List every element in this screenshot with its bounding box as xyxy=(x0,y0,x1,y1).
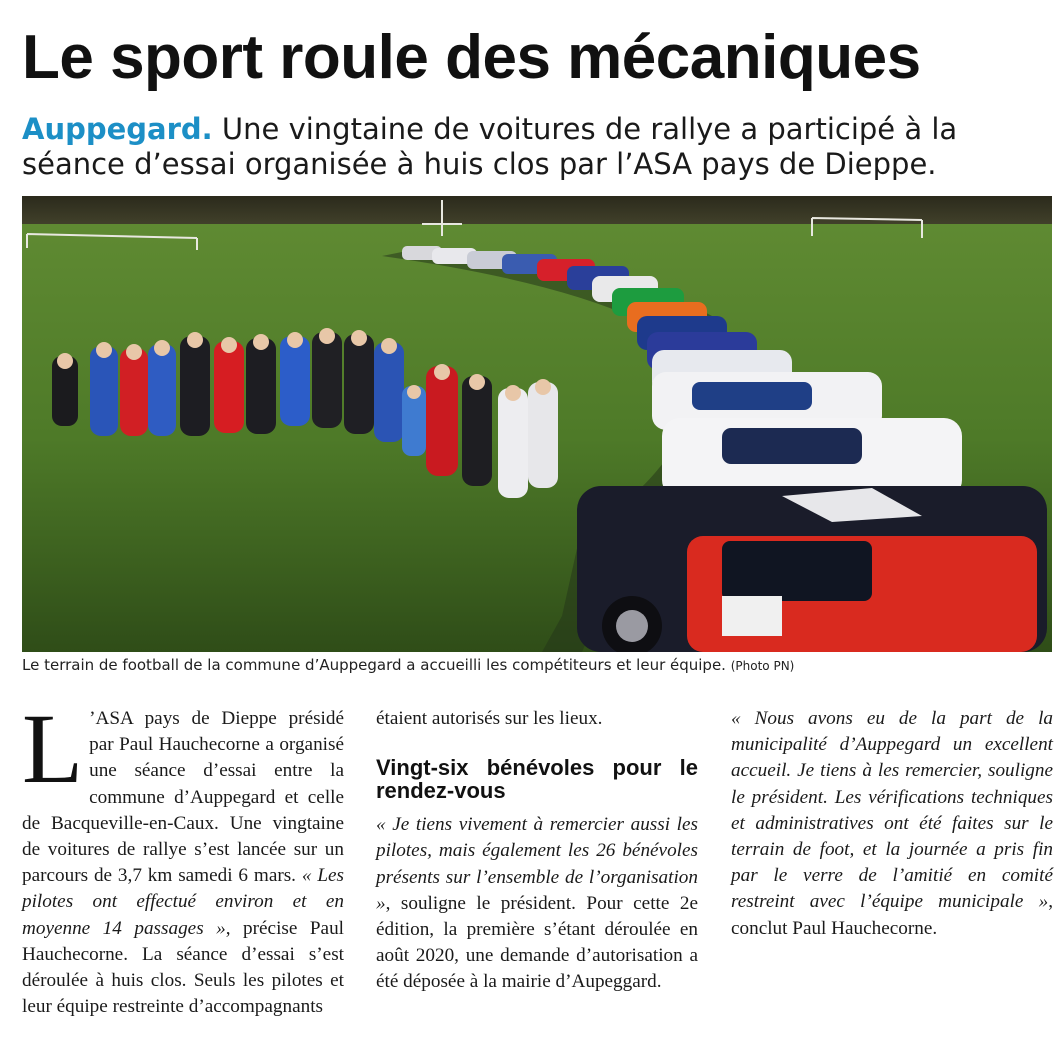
headline: Le sport roule des mécaniques xyxy=(22,23,921,92)
body-column-1 xyxy=(22,693,345,1020)
quote: « Je tiens vivement à remercier aussi les pilotes, mais également les 26 bénévoles présents sur l’ensemble de l’organisation » xyxy=(376,814,698,914)
article-photo xyxy=(22,196,1052,652)
deck-place: Auppegard. xyxy=(22,112,213,146)
body-text: , souligne le président. Pour cette 2e édition, la première s’étant déroulée en août 2020, une demande d’autorisation a été déposée à la mairie d’Aupeggard. xyxy=(376,892,698,993)
body-paragraph-2 xyxy=(376,812,698,995)
photo-credit: (Photo PN) xyxy=(730,659,795,673)
body-text: , conclut Paul Hauchecorne. xyxy=(731,891,1053,939)
deck-text: Une vingtaine de voitures de rallye a participé à la séance d’essai organisée à huis clos par l’ASA pays de Dieppe. xyxy=(22,112,958,181)
quote: « Les pilotes ont effectué environ et en moyenne 14 passages » xyxy=(22,865,345,939)
quote: « Nous avons eu de la part de la municipalité d’Auppegard un excellent accueil. Je tiens à les remercier, souligne le président. Les vérifications techniques et administratives ont été faites sur le terrain de foot, et la journée a pris fin par le verre de l’amitié en comité restreint avec l’équipe municipale » xyxy=(731,708,1053,913)
dropcap: L xyxy=(22,693,84,804)
subhead: Vingt-six bénévoles pour le rendez-vous xyxy=(376,755,698,804)
rally-field-photo xyxy=(22,196,1052,652)
deck xyxy=(22,112,1042,182)
body-text-continued: étaient autorisés sur les lieux. xyxy=(376,708,603,729)
body-paragraph-3 xyxy=(731,706,1053,942)
body-text: ’ASA pays de Dieppe présidé par Paul Hauchecorne a organisé une séance d’essai entre la commune d’Auppegard et celle de Bacqueville-en-Caux. Une vingtaine de voitures de rallye s’est lancée sur un parcours de 3,7 km samedi 6 mars. xyxy=(22,708,344,887)
caption-text: Le terrain de football de la commune d’Auppegard a accueilli les compétiteurs et leur équipe. xyxy=(22,656,726,674)
body-column-2 xyxy=(376,706,698,996)
body-paragraph-1 xyxy=(22,693,345,1020)
body-text: , précise Paul Hauchecorne. La séance d’essai s’est déroulée à huis clos. Seuls les pilotes et leur équipe restreinte d’accompagnants xyxy=(22,917,344,1018)
photo-caption xyxy=(22,655,1052,676)
body-column-3 xyxy=(731,706,1053,942)
